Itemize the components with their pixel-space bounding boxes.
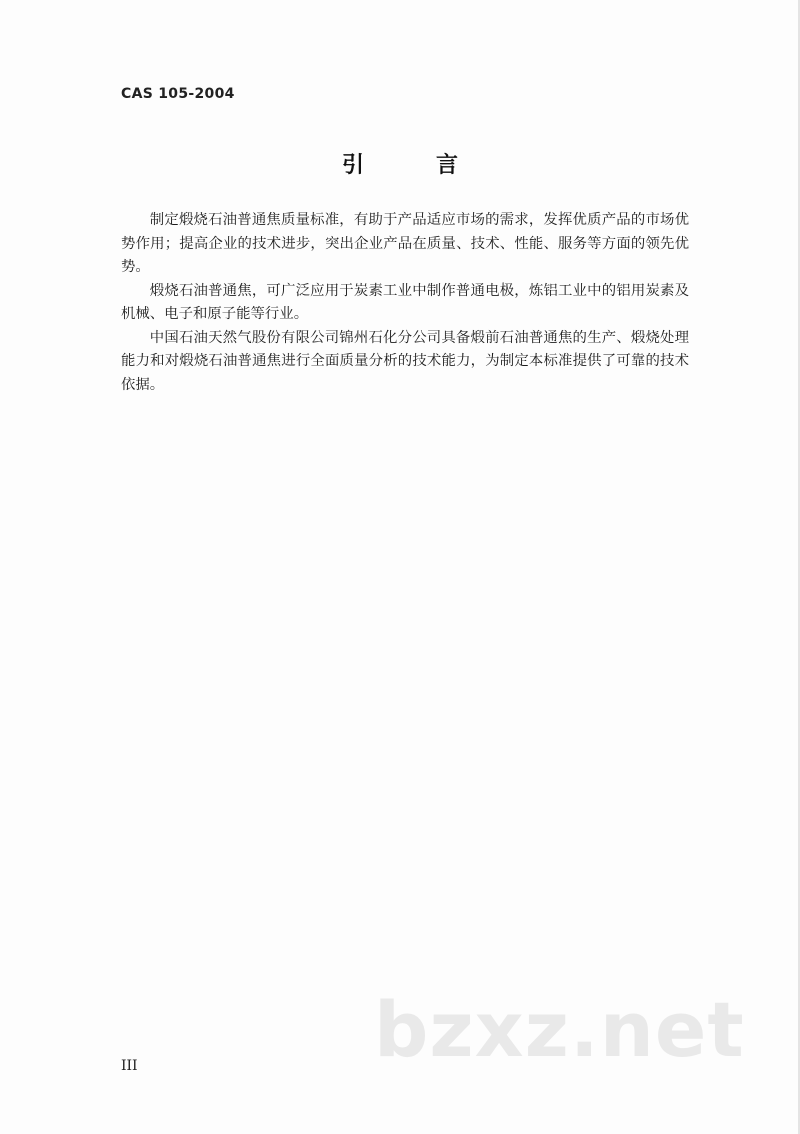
page-number: III [121, 1058, 138, 1074]
watermark: bzxz.net [374, 985, 745, 1074]
title-char-2: 言 [436, 152, 459, 178]
introduction-body [121, 209, 689, 397]
page-title [0, 148, 800, 179]
title-char-1: 引 [341, 152, 364, 178]
paragraph-1: 制定煅烧石油普通焦质量标准，有助于产品适应市场的需求，发挥优质产品的市场优势作用；提高企业的技术进步，突出企业产品在质量、技术、性能、服务等方面的领先优势。 [121, 212, 689, 275]
paragraph-3: 中国石油天然气股份有限公司锦州石化分公司具备煅前石油普通焦的生产、煅烧处理能力和对煅烧石油普通焦进行全面质量分析的技术能力，为制定本标准提供了可靠的技术依据。 [121, 329, 689, 393]
paragraph-2: 煅烧石油普通焦，可广泛应用于炭素工业中制作普通电极，炼铝工业中的铝用炭素及机械、电子和原子能等行业。 [121, 282, 689, 322]
standard-code: CAS 105-2004 [121, 86, 235, 102]
